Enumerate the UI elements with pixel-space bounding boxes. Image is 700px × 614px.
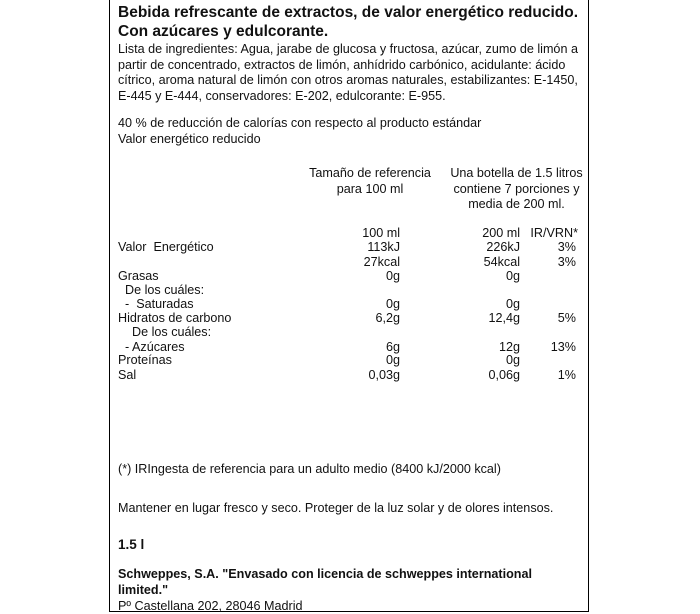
value-per-200ml: 12,4g	[488, 311, 520, 325]
ingredients-list: Lista de ingredientes: Agua, jarabe de glucosa y fructosa, azúcar, zumo de limón a partir de concentrado, extractos de limón, anhídrido carbónico, acidulante: ácido cítrico, aroma natural de limón con otros aromas naturales, estabilizantes: E-1450, E-445 y E-444, conservadores: E-202, edulcorante: E-955.	[118, 42, 578, 103]
nutrient-label: De los cuáles:	[118, 283, 205, 297]
value-per-100ml: 27kcal	[363, 255, 400, 269]
company-address: Pº Castellana 202, 28046 Madrid	[118, 599, 303, 613]
calorie-reduction-claim: 40 % de reducción de calorías con respecto al producto estándar	[118, 116, 482, 130]
nutrient-label: - Azúcares	[118, 340, 185, 354]
value-per-200ml: 0,06g	[488, 368, 520, 382]
nutrient-label: Valor Energético	[118, 240, 214, 254]
value-per-200ml: 0g	[505, 297, 520, 311]
column-header-ir: IR/VRN*	[530, 226, 578, 240]
value-per-100ml: 6g	[385, 340, 400, 354]
value-per-100ml: 0g	[385, 353, 400, 367]
value-per-200ml: 226kJ	[486, 240, 520, 254]
value-per-200ml: 0g	[505, 353, 520, 367]
value-per-100ml: 0g	[385, 269, 400, 283]
value-per-200ml: 0g	[505, 269, 520, 283]
volume: 1.5 l	[118, 537, 145, 552]
reference-intake-percent: 1%	[557, 368, 576, 382]
reference-intake-footnote: (*) IRIngesta de referencia para un adulto medio (8400 kJ/2000 kcal)	[118, 462, 501, 476]
header-reference-size: Tamaño de referencia para 100 ml	[309, 166, 431, 196]
column-header-100ml: 100 ml	[362, 226, 400, 240]
value-per-200ml: 12g	[498, 340, 520, 354]
value-per-100ml: 6,2g	[375, 311, 400, 325]
reference-intake-percent: 3%	[557, 255, 576, 269]
reduced-energy-claim: Valor energético reducido	[118, 132, 261, 146]
reference-intake-percent: 5%	[557, 311, 576, 325]
reference-intake-percent: 3%	[557, 240, 576, 254]
nutrient-label: Hidratos de carbono	[118, 311, 232, 325]
product-title: Bebida refrescante de extractos, de valor energético reducido. Con azúcares y edulcorante.	[118, 4, 578, 40]
reference-intake-percent: 13%	[550, 340, 576, 354]
nutrient-label: - Saturadas	[118, 297, 194, 311]
nutrient-label: Grasas	[118, 269, 159, 283]
header-bottle-portions: Una botella de 1.5 litros contiene 7 porciones y media de 200 ml.	[450, 166, 583, 212]
column-header-200ml: 200 ml	[482, 226, 520, 240]
storage-instructions: Mantener en lugar fresco y seco. Proteger de la luz solar y de olores intensos.	[118, 501, 554, 515]
value-per-100ml: 0,03g	[368, 368, 400, 382]
nutrient-label: Proteínas	[118, 353, 172, 367]
company-name: Schweppes, S.A. "Envasado con licencia de schweppes international limited."	[118, 567, 532, 597]
company-info	[118, 566, 580, 614]
value-per-100ml: 0g	[385, 297, 400, 311]
nutrient-label: Sal	[118, 368, 137, 382]
value-per-100ml: 113kJ	[367, 240, 400, 254]
nutrient-label: De los cuáles:	[118, 325, 212, 339]
value-per-200ml: 54kcal	[483, 255, 520, 269]
